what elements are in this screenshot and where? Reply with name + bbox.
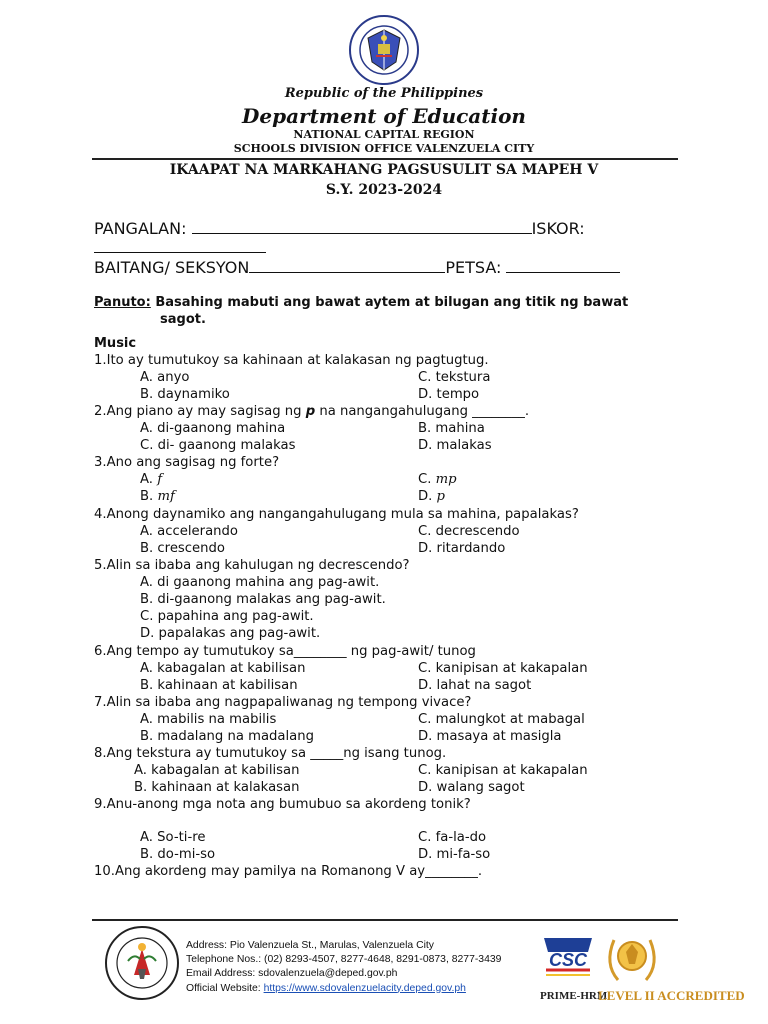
q3-option-b-letter: B. [140,489,158,504]
q3-option-c[interactable] [418,472,457,487]
q8-option-d[interactable]: D. walang sagot [418,780,525,795]
q2-option-a[interactable]: A. di-gaanong mahina [140,421,286,436]
q3-option-a[interactable] [140,472,162,487]
footer-divider [92,919,678,921]
q2-option-c[interactable]: C. di- gaanong malakas [140,438,296,453]
date-field[interactable] [506,260,620,273]
footer-contact [186,939,501,996]
section-title: Music [94,336,137,351]
instructions-label: Panuto: [94,295,151,310]
footer-email: Email Address: sdovalenzuela@deped.gov.ph [186,968,398,980]
q5-option-a[interactable]: A. di gaanong mahina ang pag-awit. [140,575,380,590]
q3-option-d-letter: D. [418,489,437,504]
q4-option-d[interactable]: D. ritardando [418,541,506,556]
question-8: 8.Ang tekstura ay tumutukoy sa _____ng isang tunog. [94,746,447,761]
sdo-seal [104,925,180,1001]
question-6: 6.Ang tempo ay tumutukoy sa________ ng pag-awit/ tunog [94,644,476,659]
department-name: Department of Education [242,104,526,128]
accreditation-emblem [600,930,664,988]
q4-option-c[interactable]: C. decrescendo [418,524,520,539]
footer-website-label: Official Website: [186,982,264,994]
q3-option-c-letter: C. [418,472,436,487]
score-blank-row [94,238,266,257]
q3-option-a-letter: A. [140,472,158,487]
q3-option-a-symbol: f [157,472,163,487]
q9-option-c[interactable]: C. fa-la-do [418,830,487,845]
question-3: 3.Ano ang sagisag ng forte? [94,455,280,470]
q1-option-c[interactable]: C. tekstura [418,370,491,385]
exam-title: IKAAPAT NA MARKAHANG PAGSUSULIT SA MAPEH V [169,162,599,178]
q2-option-d[interactable]: D. malakas [418,438,492,453]
question-5: 5.Alin sa ibaba ang kahulugan ng decrescendo? [94,558,410,573]
q9-option-d[interactable]: D. mi-fa-so [418,847,491,862]
q2-symbol: p [305,404,316,419]
footer-website [186,982,501,996]
division-name: SCHOOLS DIVISION OFFICE VALENZUELA CITY [233,142,535,155]
question-7: 7.Alin sa ibaba ang nagpapaliwanag ng tempong vivace? [94,695,472,710]
name-label: PANGALAN: [94,219,187,238]
q8-option-c[interactable]: C. kanipisan at kakapalan [418,763,588,778]
q3-option-d-symbol: p [436,489,445,504]
q7-option-d[interactable]: D. masaya at masigla [418,729,562,744]
question-2 [94,404,529,419]
q7-option-a[interactable]: A. mabilis na mabilis [140,712,277,727]
score-field[interactable] [94,240,266,253]
level-accredited: LEVEL II ACCREDITED [598,988,745,1003]
section-label: BAITANG/ SEKSYON [94,258,250,277]
deped-seal-icon [348,14,420,86]
instructions [94,294,628,328]
q2-text-pre: 2.Ang piano ay may sagisag ng [94,404,306,419]
csc-logo [540,932,596,988]
q6-option-b[interactable]: B. kahinaan at kabilisan [140,678,298,693]
q7-option-c[interactable]: C. malungkot at mabagal [418,712,585,727]
region-name: NATIONAL CAPITAL REGION [293,128,475,141]
laurel-icon [600,930,664,988]
instructions-text-2: sagot. [160,312,206,327]
footer-telephone: Telephone Nos.: (02) 8293-4507, 8277-4648, 8291-0873, 8277-3439 [186,954,502,966]
name-row [94,219,585,238]
q3-option-c-symbol: mp [435,472,457,487]
footer-address: Address: Pio Valenzuela St., Marulas, Valenzuela City [186,940,434,951]
q5-option-c[interactable]: C. papahina ang pag-awit. [140,609,314,624]
date-label: PETSA: [445,258,502,277]
header-divider [92,158,678,160]
q6-option-a[interactable]: A. kabagalan at kabilisan [140,661,306,676]
section-row [94,258,620,277]
q1-option-d[interactable]: D. tempo [418,387,480,402]
q3-option-b[interactable] [140,489,175,504]
q5-option-b[interactable]: B. di-gaanong malakas ang pag-awit. [140,592,386,607]
question-4: 4.Anong daynamiko ang nangangahulugang mula sa mahina, papalakas? [94,507,579,522]
deped-seal [348,14,420,86]
question-9: 9.Anu-anong mga nota ang bumubuo sa akordeng tonik? [94,797,471,812]
prime-hrm-label: PRIME-HRM [540,990,608,1002]
q8-option-b[interactable]: B. kahinaan at kalakasan [134,780,300,795]
republic-line: Republic of the Philippines [284,86,484,101]
q9-option-a[interactable]: A. So-ti-re [140,830,206,845]
question-10: 10.Ang akordeng may pamilya na Romanong V ay________. [94,864,483,879]
q2-text-post: na nangangahulugang ________. [315,404,530,419]
score-label: ISKOR: [531,219,585,238]
question-1: 1.Ito ay tumutukoy sa kahinaan at kalakasan ng pagtugtug. [94,353,489,368]
footer-website-link[interactable]: https://www.sdovalenzuelacity.deped.gov.ph [263,982,466,994]
csc-logo-icon [540,932,596,984]
q2-option-b[interactable]: B. mahina [418,421,485,436]
name-field[interactable] [192,221,532,234]
q4-option-b[interactable]: B. crescendo [140,541,225,556]
q5-option-d[interactable]: D. papalakas ang pag-awit. [140,626,321,641]
svg-text:CSC: CSC [548,950,588,970]
section-field[interactable] [249,260,445,273]
instructions-text: Basahing mabuti ang bawat aytem at bilugan ang titik ng bawat [155,295,629,310]
q1-option-b[interactable]: B. daynamiko [140,387,230,402]
q7-option-b[interactable]: B. madalang na madalang [140,729,314,744]
sdo-seal-icon [104,925,180,1001]
q8-option-a[interactable]: A. kabagalan at kabilisan [134,763,300,778]
q3-option-b-symbol: mf [157,489,175,504]
q3-option-d[interactable] [418,489,445,504]
q6-option-d[interactable]: D. lahat na sagot [418,678,532,693]
q6-option-c[interactable]: C. kanipisan at kakapalan [418,661,588,676]
q4-option-a[interactable]: A. accelerando [140,524,238,539]
school-year: S.Y. 2023-2024 [325,182,443,198]
q1-option-a[interactable]: A. anyo [140,370,190,385]
q9-option-b[interactable]: B. do-mi-so [140,847,216,862]
